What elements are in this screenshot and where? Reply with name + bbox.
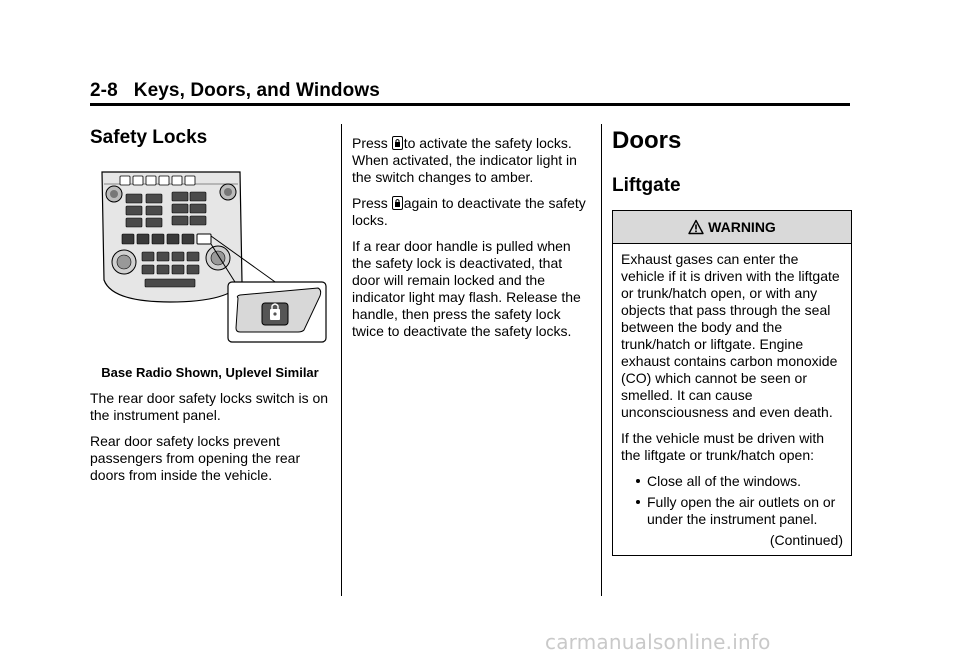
deactivate-text: again to deactivate the safety locks.	[352, 195, 586, 228]
paragraph-press-activate	[352, 135, 592, 186]
header-rule	[90, 103, 850, 106]
page-number: 2-8	[90, 80, 118, 101]
list-item-text: Fully open the air outlets on or under the instrument panel.	[647, 494, 836, 527]
figure-caption: Base Radio Shown, Uplevel Similar	[101, 365, 319, 380]
safety-locks-heading: Safety Locks	[90, 127, 208, 148]
column-divider-right	[601, 124, 602, 596]
safety-lock-icon	[392, 136, 403, 150]
continued-label: (Continued)	[769, 532, 843, 548]
paragraph-press-deactivate	[352, 195, 592, 229]
list-item	[621, 473, 843, 490]
column-3	[612, 126, 852, 556]
warning-box	[612, 210, 852, 556]
paragraph-locks-prevent: Rear door safety locks prevent passengers from opening the rear doors from inside the vehicle.	[90, 433, 301, 483]
warning-label: WARNING	[708, 218, 776, 235]
column-divider-left	[341, 124, 342, 596]
instrument-panel-figure	[90, 162, 330, 354]
liftgate-heading: Liftgate	[612, 175, 681, 196]
activate-text: to activate the safety locks. When activated, the indicator light in the switch changes to amber.	[352, 135, 577, 185]
chapter-title: Keys, Doors, and Windows	[133, 80, 380, 101]
list-item-text: Close all of the windows.	[647, 473, 802, 489]
page-header	[90, 80, 380, 102]
warning-paragraph-driven-open: If the vehicle must be driven with the liftgate or trunk/hatch open:	[621, 430, 825, 463]
paragraph-switch-location: The rear door safety locks switch is on the instrument panel.	[90, 390, 329, 423]
doors-heading: Doors	[612, 127, 682, 154]
watermark: carmanualsonline.info	[545, 630, 771, 654]
warning-list	[621, 473, 843, 528]
warning-body	[613, 244, 851, 555]
press-text: Press	[352, 135, 392, 151]
column-2	[352, 135, 592, 349]
column-1	[90, 126, 330, 493]
press-text: Press	[352, 195, 392, 211]
warning-header	[613, 211, 851, 244]
safety-lock-icon	[392, 196, 403, 210]
instrument-panel-illustration	[90, 162, 330, 354]
warning-icon	[688, 219, 704, 235]
paragraph-door-handle: If a rear door handle is pulled when the safety lock is deactivated, that door will remain locked and the indicator light may flash. Release the handle, then press the safety lock twice to deactivate the safety locks.	[352, 238, 581, 339]
list-item	[621, 494, 843, 528]
warning-paragraph-exhaust: Exhaust gases can enter the vehicle if it is driven with the liftgate or trunk/hatch open, or with any objects that pass through the seal between the body and the trunk/hatch or liftgate. Engine exhaust contains carbon monoxide (CO) which cannot be seen or smelled. It can cause unconsciousness and even death.	[621, 251, 840, 420]
